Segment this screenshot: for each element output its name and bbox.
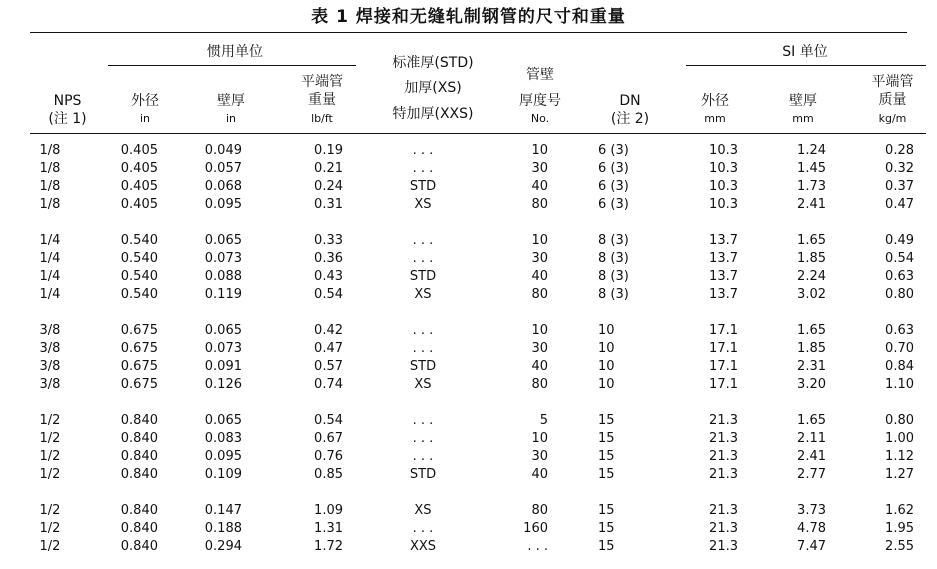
nps-cell: 1/4 — [39, 287, 61, 302]
std-xs-xxs-cell: . . . — [412, 233, 434, 248]
mass-cell: 0.37 — [885, 179, 914, 194]
si-od-unit: mm — [704, 112, 726, 125]
weight-header-line1: 平端管 — [301, 74, 343, 90]
weight-cell: 0.74 — [314, 377, 343, 392]
schedule-cell: 30 — [531, 341, 548, 356]
weight-cell: 0.36 — [314, 251, 343, 266]
schedule-cell: 160 — [523, 521, 548, 536]
mass-cell: 1.62 — [885, 503, 914, 518]
std-xs-xxs-cell: STD — [409, 359, 437, 374]
nps-cell: 1/8 — [39, 161, 61, 176]
dn-note: (注 2) — [610, 111, 650, 127]
dn-cell: 10 — [598, 377, 615, 392]
weight-unit: lb/ft — [311, 112, 333, 125]
si-od-cell: 13.7 — [709, 287, 738, 302]
wall-cell: 0.119 — [204, 287, 242, 302]
si-wall-cell: 1.45 — [797, 161, 826, 176]
mass-cell: 0.63 — [885, 323, 914, 338]
wall-cell: 0.065 — [204, 323, 242, 338]
wall-cell: 0.095 — [204, 449, 242, 464]
schedule-cell: 30 — [531, 449, 548, 464]
schedule-cell: 80 — [531, 377, 548, 392]
si-od-cell: 21.3 — [709, 467, 738, 482]
dn-cell: 8 (3) — [598, 233, 629, 248]
si-od-cell: 17.1 — [709, 377, 738, 392]
mass-cell: 1.27 — [885, 467, 914, 482]
si-wall-cell: 3.73 — [797, 503, 826, 518]
std-xs-xxs-cell: . . . — [412, 431, 434, 446]
weight-cell: 0.33 — [314, 233, 343, 248]
si-od-cell: 21.3 — [709, 539, 738, 554]
weight-cell: 0.54 — [314, 287, 343, 302]
weight-cell: 0.67 — [314, 431, 343, 446]
std-xs-xxs-cell: . . . — [412, 341, 434, 356]
schedule-cell: 10 — [531, 143, 548, 158]
nps-cell: 3/8 — [39, 323, 61, 338]
si-od-cell: 10.3 — [709, 197, 738, 212]
wall-cell: 0.126 — [204, 377, 242, 392]
wall-cell: 0.083 — [204, 431, 242, 446]
schedule-cell: 80 — [531, 503, 548, 518]
si-wall-cell: 1.65 — [797, 233, 826, 248]
si-od-header: 外径 — [701, 93, 729, 109]
mass-cell: 2.55 — [885, 539, 914, 554]
weight-header-line2: 重量 — [308, 92, 336, 108]
wall-cell: 0.057 — [204, 161, 242, 176]
mass-cell: 0.80 — [885, 413, 914, 428]
si-wall-cell: 2.11 — [797, 431, 826, 446]
mass-cell: 1.10 — [885, 377, 914, 392]
nps-note: (注 1) — [48, 111, 87, 127]
od-cell: 0.540 — [120, 269, 158, 284]
si-wall-cell: 3.20 — [797, 377, 826, 392]
schedule-cell: 30 — [531, 251, 548, 266]
dn-cell: 15 — [598, 503, 615, 518]
nps-cell: 3/8 — [39, 377, 61, 392]
schedule-cell: 10 — [531, 323, 548, 338]
std-xs-xxs-cell: . . . — [412, 323, 434, 338]
wall-cell: 0.091 — [204, 359, 242, 374]
weight-cell: 0.43 — [314, 269, 343, 284]
schedule-cell: 40 — [531, 179, 548, 194]
mass-header-line2: 质量 — [878, 92, 907, 108]
weight-cell: 0.57 — [314, 359, 343, 374]
nps-header: NPS — [53, 93, 82, 109]
wall-cell: 0.147 — [204, 503, 242, 518]
std-xs-xxs-cell: . . . — [412, 449, 434, 464]
od-cell: 0.840 — [120, 467, 158, 482]
si-od-cell: 21.3 — [709, 521, 738, 536]
si-group-rule — [686, 65, 926, 66]
si-od-cell: 21.3 — [709, 431, 738, 446]
std-xs-xxs-cell: . . . — [412, 161, 434, 176]
std-xs-xxs-cell: XXS — [409, 539, 437, 554]
od-cell: 0.840 — [120, 503, 158, 518]
mass-header-line1: 平端管 — [871, 74, 914, 90]
si-od-cell: 10.3 — [709, 143, 738, 158]
od-cell: 0.840 — [120, 431, 158, 446]
mass-cell: 0.70 — [885, 341, 914, 356]
wall-unit: in — [225, 112, 237, 125]
schedule-cell: 40 — [531, 359, 548, 374]
si-od-cell: 13.7 — [709, 233, 738, 248]
od-cell: 0.840 — [120, 413, 158, 428]
dn-cell: 15 — [598, 431, 615, 446]
wall-cell: 0.073 — [204, 251, 242, 266]
weight-cell: 1.31 — [314, 521, 343, 536]
od-cell: 0.675 — [120, 341, 158, 356]
std-xs-xxs-cell: XS — [414, 503, 432, 518]
nps-cell: 1/4 — [39, 269, 61, 284]
std-xs-xxs-cell: . . . — [412, 143, 434, 158]
schedule-header-line2: 厚度号 — [519, 93, 561, 109]
dn-cell: 15 — [598, 539, 615, 554]
si-wall-cell: 2.24 — [797, 269, 826, 284]
std-xs-xxs-cell: XS — [414, 377, 432, 392]
si-wall-cell: 1.85 — [797, 251, 826, 266]
std-xs-xxs-cell: . . . — [412, 521, 434, 536]
si-od-cell: 13.7 — [709, 251, 738, 266]
nps-cell: 1/2 — [39, 449, 61, 464]
wall-cell: 0.294 — [204, 539, 242, 554]
nps-cell: 1/2 — [39, 413, 61, 428]
schedule-cell: . . . — [527, 539, 548, 554]
si-wall-cell: 2.41 — [797, 197, 826, 212]
od-cell: 0.405 — [120, 143, 158, 158]
schedule-cell: 5 — [539, 413, 548, 428]
dn-cell: 15 — [598, 521, 615, 536]
top-rule — [30, 32, 907, 33]
nps-cell: 1/2 — [39, 467, 61, 482]
dn-cell: 6 (3) — [598, 197, 629, 212]
si-od-cell: 10.3 — [709, 161, 738, 176]
si-od-cell: 10.3 — [709, 179, 738, 194]
si-od-cell: 17.1 — [709, 359, 738, 374]
si-wall-cell: 1.65 — [797, 323, 826, 338]
nps-cell: 1/8 — [39, 197, 61, 212]
nps-cell: 1/8 — [39, 179, 61, 194]
od-header: 外径 — [131, 93, 159, 109]
si-od-cell: 21.3 — [709, 449, 738, 464]
xxs-header: 特加厚(XXS) — [392, 106, 474, 122]
si-wall-cell: 1.73 — [797, 179, 826, 194]
dn-header: DN — [619, 93, 641, 109]
dn-cell: 10 — [598, 359, 615, 374]
dn-cell: 6 (3) — [598, 161, 629, 176]
weight-cell: 1.09 — [314, 503, 343, 518]
od-cell: 0.405 — [120, 179, 158, 194]
si-od-cell: 17.1 — [709, 323, 738, 338]
od-cell: 0.675 — [120, 323, 158, 338]
std-xs-xxs-cell: XS — [414, 287, 432, 302]
weight-cell: 0.24 — [314, 179, 343, 194]
nps-cell: 1/4 — [39, 251, 61, 266]
schedule-cell: 80 — [531, 197, 548, 212]
wall-cell: 0.068 — [204, 179, 242, 194]
schedule-header-line1: 管壁 — [526, 67, 554, 83]
mass-cell: 0.84 — [885, 359, 914, 374]
mass-cell: 1.00 — [885, 431, 914, 446]
wall-cell: 0.188 — [204, 521, 242, 536]
si-od-cell: 13.7 — [709, 269, 738, 284]
std-xs-xxs-cell: STD — [409, 467, 437, 482]
schedule-cell: 40 — [531, 269, 548, 284]
si-wall-cell: 1.65 — [797, 413, 826, 428]
nps-cell: 1/4 — [39, 233, 61, 248]
std-xs-xxs-cell: . . . — [412, 413, 434, 428]
si-wall-unit: mm — [792, 112, 814, 125]
mass-cell: 1.12 — [885, 449, 914, 464]
si-wall-cell: 4.78 — [797, 521, 826, 536]
dn-cell: 10 — [598, 341, 615, 356]
mass-cell: 0.47 — [885, 197, 914, 212]
nps-cell: 3/8 — [39, 341, 61, 356]
dn-cell: 6 (3) — [598, 143, 629, 158]
si-wall-cell: 2.77 — [797, 467, 826, 482]
wall-cell: 0.049 — [204, 143, 242, 158]
wall-cell: 0.109 — [204, 467, 242, 482]
std-xs-xxs-cell: STD — [409, 269, 437, 284]
si-wall-cell: 1.24 — [797, 143, 826, 158]
header-bottom-rule — [30, 133, 926, 134]
nps-cell: 1/2 — [39, 503, 61, 518]
si-wall-cell: 1.85 — [797, 341, 826, 356]
od-cell: 0.405 — [120, 197, 158, 212]
std-xs-xxs-cell: XS — [414, 197, 432, 212]
schedule-cell: 80 — [531, 287, 548, 302]
xs-header: 加厚(XS) — [404, 80, 462, 96]
mass-cell: 0.28 — [885, 143, 914, 158]
schedule-cell: 10 — [531, 233, 548, 248]
wall-cell: 0.088 — [204, 269, 242, 284]
nps-cell: 3/8 — [39, 359, 61, 374]
od-cell: 0.540 — [120, 251, 158, 266]
dn-cell: 8 (3) — [598, 269, 629, 284]
si-wall-header: 壁厚 — [789, 93, 817, 109]
weight-cell: 0.47 — [314, 341, 343, 356]
si-wall-cell: 3.02 — [797, 287, 826, 302]
dn-cell: 10 — [598, 323, 615, 338]
weight-cell: 1.72 — [314, 539, 343, 554]
wall-header: 壁厚 — [217, 93, 245, 109]
wall-cell: 0.073 — [204, 341, 242, 356]
mass-cell: 0.49 — [885, 233, 914, 248]
si-wall-cell: 7.47 — [797, 539, 826, 554]
weight-cell: 0.76 — [314, 449, 343, 464]
dn-cell: 6 (3) — [598, 179, 629, 194]
weight-cell: 0.54 — [314, 413, 343, 428]
schedule-cell: 30 — [531, 161, 548, 176]
si-od-cell: 21.3 — [709, 503, 738, 518]
od-cell: 0.675 — [120, 359, 158, 374]
schedule-unit: No. — [530, 112, 550, 125]
customary-group-rule — [108, 65, 356, 66]
mass-unit: kg/m — [878, 112, 907, 125]
wall-cell: 0.065 — [204, 233, 242, 248]
nps-cell: 1/2 — [39, 431, 61, 446]
weight-cell: 0.21 — [314, 161, 343, 176]
od-cell: 0.840 — [120, 521, 158, 536]
std-xs-xxs-cell: STD — [409, 179, 437, 194]
od-cell: 0.840 — [120, 539, 158, 554]
dn-cell: 15 — [598, 413, 615, 428]
mass-cell: 0.80 — [885, 287, 914, 302]
si-od-cell: 17.1 — [709, 341, 738, 356]
schedule-cell: 10 — [531, 431, 548, 446]
od-cell: 0.405 — [120, 161, 158, 176]
wall-cell: 0.065 — [204, 413, 242, 428]
weight-cell: 0.85 — [314, 467, 343, 482]
table-title: 表 1 焊接和无缝轧制钢管的尺寸和重量 — [311, 7, 626, 27]
od-cell: 0.675 — [120, 377, 158, 392]
od-cell: 0.540 — [120, 287, 158, 302]
od-unit: in — [139, 112, 151, 125]
nps-cell: 1/8 — [39, 143, 61, 158]
weight-cell: 0.42 — [314, 323, 343, 338]
wall-cell: 0.095 — [204, 197, 242, 212]
weight-cell: 0.31 — [314, 197, 343, 212]
si-wall-cell: 2.31 — [797, 359, 826, 374]
std-xs-xxs-cell: . . . — [412, 251, 434, 266]
dn-cell: 15 — [598, 467, 615, 482]
mass-cell: 1.95 — [885, 521, 914, 536]
nps-cell: 1/2 — [39, 539, 61, 554]
si-od-cell: 21.3 — [709, 413, 738, 428]
si-wall-cell: 2.41 — [797, 449, 826, 464]
mass-cell: 0.54 — [885, 251, 914, 266]
mass-cell: 0.63 — [885, 269, 914, 284]
dn-cell: 8 (3) — [598, 251, 629, 266]
od-cell: 0.840 — [120, 449, 158, 464]
weight-cell: 0.19 — [314, 143, 343, 158]
dn-cell: 15 — [598, 449, 615, 464]
schedule-cell: 40 — [531, 467, 548, 482]
std-header: 标准厚(STD) — [392, 55, 474, 71]
dn-cell: 8 (3) — [598, 287, 629, 302]
nps-cell: 1/2 — [39, 521, 61, 536]
mass-cell: 0.32 — [885, 161, 914, 176]
customary-units-header: 惯用单位 — [207, 44, 263, 60]
od-cell: 0.540 — [120, 233, 158, 248]
si-units-header: SI 单位 — [782, 44, 828, 60]
